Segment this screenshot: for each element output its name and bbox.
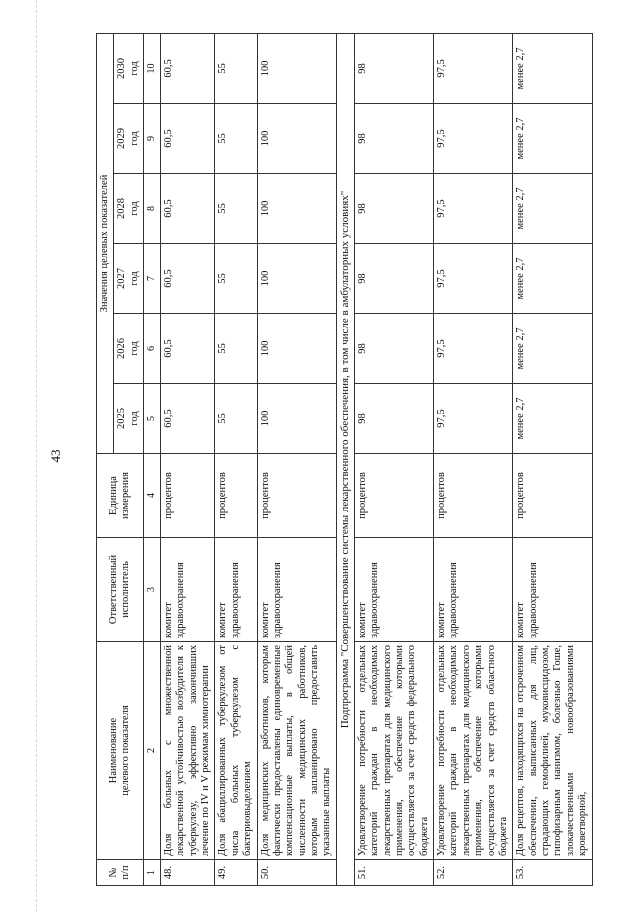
table-row	[354, 33, 433, 885]
margin-guide	[36, 0, 38, 912]
header-responsible: Ответственный исполнитель	[97, 538, 144, 642]
column-number: 4	[144, 454, 161, 538]
table-row	[513, 33, 592, 885]
target-value: 100	[257, 314, 336, 384]
header-values-group: Значения целевых показателей	[97, 33, 114, 453]
target-value: 55	[215, 244, 257, 314]
row-number: 48.	[160, 860, 215, 886]
target-value: менее 2,7	[513, 384, 592, 454]
subprogram-row	[336, 33, 354, 885]
column-number: 6	[144, 314, 161, 384]
target-value: 98	[354, 244, 433, 314]
header-year: 2027 год	[114, 244, 144, 314]
table-row	[215, 33, 257, 885]
target-value: 97,5	[434, 244, 513, 314]
indicator-name: Удовлетворение потребности отдельных категорий граждан в необходимых лекарственных препаратах для медицинского применения, обеспечение которыми осуществляется за счет средств областного бюджета	[434, 642, 513, 860]
target-value: 97,5	[434, 174, 513, 244]
unit-of-measure: процентов	[434, 454, 513, 538]
table-row	[434, 33, 513, 885]
target-value: 100	[257, 174, 336, 244]
target-value: 98	[354, 384, 433, 454]
column-number: 1	[144, 860, 161, 886]
header-year: 2028 год	[114, 174, 144, 244]
responsible-executor: комитет здравоохранения	[215, 538, 257, 642]
table-row	[257, 33, 336, 885]
target-value: менее 2,7	[513, 104, 592, 174]
target-value: 97,5	[434, 104, 513, 174]
header-year: 2030 год	[114, 33, 144, 103]
unit-of-measure: процентов	[215, 454, 257, 538]
target-value: 100	[257, 384, 336, 454]
header-name: Наименование целевого показателя	[97, 642, 144, 860]
table-body	[160, 33, 592, 885]
target-value: 98	[354, 174, 433, 244]
header-year: 2025 год	[114, 384, 144, 454]
page-number: 43	[48, 449, 63, 463]
subprogram-title: Подпрограмма "Совершенствование системы лекарственного обеспечения, в том числе в амбулаторных условиях"	[336, 33, 354, 885]
target-value: 98	[354, 314, 433, 384]
target-value: 55	[215, 384, 257, 454]
indicator-name: Доля больных с множественной лекарственной устойчивостью возбудителя к туберкулезу, эффективно закончивших лечение по IV и V режимам химиотерапии	[160, 642, 215, 860]
unit-of-measure: процентов	[513, 454, 592, 538]
responsible-executor: комитет здравоохранения	[160, 538, 215, 642]
indicators-table	[96, 33, 593, 886]
target-value: менее 2,7	[513, 314, 592, 384]
indicator-name: Доля медицинских работников, которым фактически предоставлены единовременные компенсационные выплаты, в общей численности медицинских работников, которым запланировано предоставить указанные выплаты	[257, 642, 336, 860]
header-num: № п/п	[97, 860, 144, 886]
indicator-name: Доля рецептов, находящихся на отсроченном обеспечении, выписанных для лиц, страдающих гемофилией, муковисцидозом, гипофизарным нанизмом, болезнью Гоше, злокачественными новообразованиями кроветворной,	[513, 642, 592, 860]
target-value: 60,5	[160, 33, 215, 103]
target-value: менее 2,7	[513, 33, 592, 103]
responsible-executor: комитет здравоохранения	[354, 538, 433, 642]
target-value: 97,5	[434, 384, 513, 454]
rotated-table-wrapper	[96, 34, 624, 886]
target-value: 60,5	[160, 314, 215, 384]
unit-of-measure: процентов	[160, 454, 215, 538]
row-number: 53.	[513, 860, 592, 886]
indicator-name: Удовлетворение потребности отдельных категорий граждан в необходимых лекарственных препаратах для медицинского применения, обеспечение которыми осуществляется за счет средств федерального бюджета	[354, 642, 433, 860]
header-unit: Единица измерения	[97, 454, 144, 538]
target-value: 97,5	[434, 314, 513, 384]
header-year: 2026 год	[114, 314, 144, 384]
target-value: 98	[354, 104, 433, 174]
column-number: 2	[144, 642, 161, 860]
responsible-executor: комитет здравоохранения	[513, 538, 592, 642]
row-number: 52.	[434, 860, 513, 886]
row-number: 51.	[354, 860, 433, 886]
indicator-name: Доля абациллированных туберкулезом от числа больных туберкулезом с бактериовыделением	[215, 642, 257, 860]
target-value: 60,5	[160, 174, 215, 244]
header-column-numbers	[144, 33, 161, 885]
target-value: 98	[354, 33, 433, 103]
responsible-executor: комитет здравоохранения	[434, 538, 513, 642]
header-year: 2029 год	[114, 104, 144, 174]
target-value: 60,5	[160, 384, 215, 454]
target-value: 55	[215, 104, 257, 174]
target-value: 100	[257, 104, 336, 174]
unit-of-measure: процентов	[257, 454, 336, 538]
column-number: 8	[144, 174, 161, 244]
column-number: 9	[144, 104, 161, 174]
unit-of-measure: процентов	[354, 454, 433, 538]
column-number: 7	[144, 244, 161, 314]
responsible-executor: комитет здравоохранения	[257, 538, 336, 642]
target-value: 55	[215, 33, 257, 103]
target-value: 100	[257, 33, 336, 103]
target-value: менее 2,7	[513, 174, 592, 244]
target-value: 55	[215, 314, 257, 384]
column-number: 3	[144, 538, 161, 642]
target-value: 100	[257, 244, 336, 314]
target-value: менее 2,7	[513, 244, 592, 314]
row-number: 50.	[257, 860, 336, 886]
table-row	[160, 33, 215, 885]
column-number: 5	[144, 384, 161, 454]
target-value: 55	[215, 174, 257, 244]
target-value: 60,5	[160, 104, 215, 174]
target-value: 97,5	[434, 33, 513, 103]
row-number: 49.	[215, 860, 257, 886]
column-number: 10	[144, 33, 161, 103]
target-value: 60,5	[160, 244, 215, 314]
